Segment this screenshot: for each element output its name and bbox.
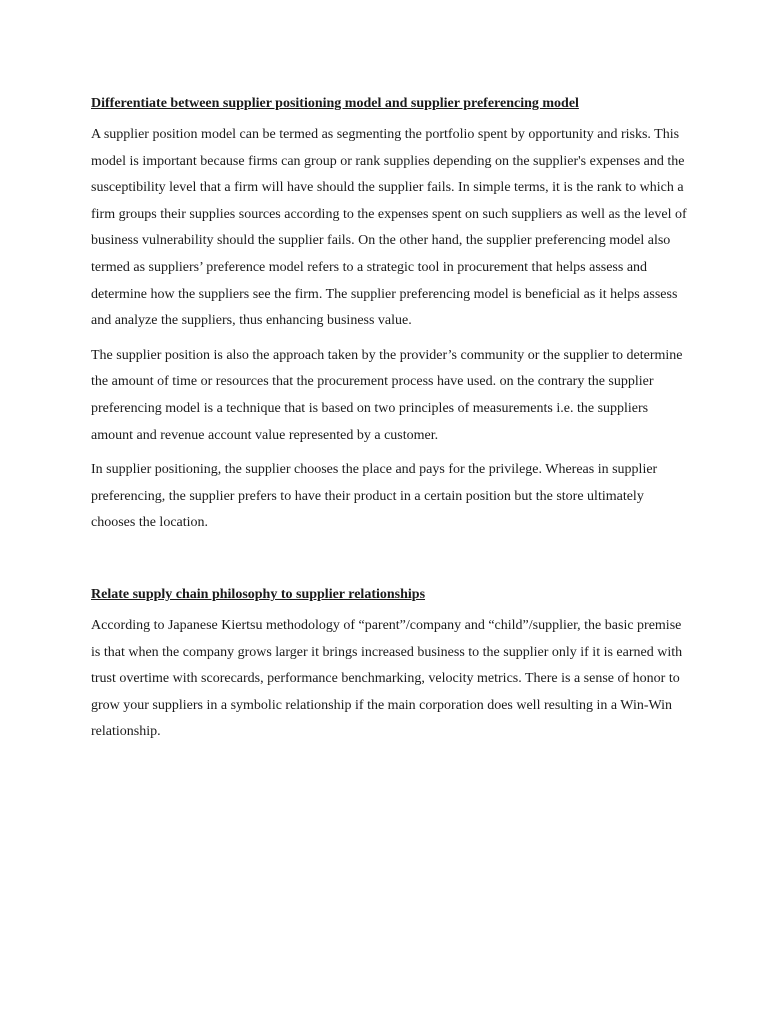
section-heading: Relate supply chain philosophy to supplier relationships [91,586,426,602]
paragraph: According to Japanese Kiertsu methodology of “parent”/company and “child”/supplier, the basic premise is that when the company grows larger it brings increased business to the supplier only if it is earned with trust overtime with scorecards, performance benchmarking, velocity metrics. There is a sense of honor to grow your suppliers in a symbolic relationship if the main corporation does well resulting in a Win-Win relationship. [91,617,683,740]
section-supply-chain-philosophy [91,585,691,746]
paragraph: A supplier position model can be termed as segmenting the portfolio spent by opportunity and risks. This model is important because firms can group or rank supplies depending on the supplier's expenses and the susceptibility level that a firm will have should the supplier fails. In simple terms, it is the rank to which a firm groups their supplies sources according to the expenses spent on such suppliers as well as the level of business vulnerability should the supplier fails. On the other hand, the supplier preferencing model also termed as suppliers’ preference model refers to a strategic tool in procurement that helps assess and determine how the suppliers see the firm. The supplier preferencing model is beneficial as it helps assess and analyze the suppliers, thus enhancing business value. [91,127,687,329]
document-page [91,84,691,754]
paragraph: The supplier position is also the approach taken by the provider’s community or the supplier to determine the amount of time or resources that the procurement process have used. on the contrary the supplier preferencing model is a technique that is based on two principles of measurements i.e. the suppliers amount and revenue account value represented by a customer. [91,347,683,443]
section-heading: Differentiate between supplier positioning model and supplier preferencing model [91,96,579,111]
section-supplier-models [91,94,691,537]
paragraph: In supplier positioning, the supplier chooses the place and pays for the privilege. Whereas in supplier preferencing, the supplier prefers to have their product in a certain position but the store ultimately chooses the location. [91,462,658,531]
